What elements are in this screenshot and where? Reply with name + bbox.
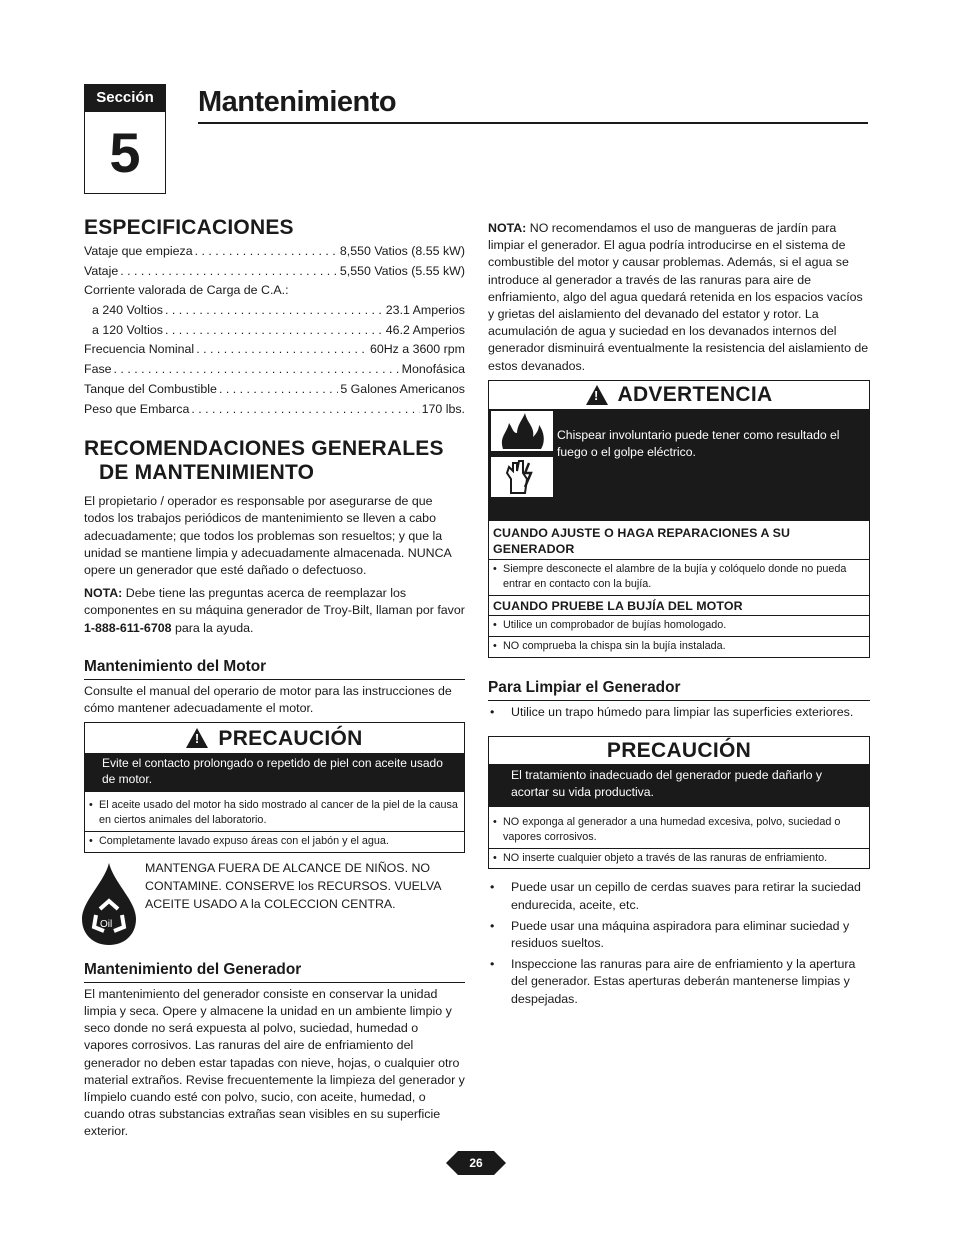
recommendations-heading bbox=[84, 437, 465, 485]
spec-value: 23.1 Amperios bbox=[385, 303, 465, 318]
warning-list bbox=[489, 615, 869, 657]
list-item: • Siempre desconecte el alambre de la bujía y colóquelo donde no pueda entrar en contacto con la bujía. bbox=[489, 559, 869, 595]
recommendations-note bbox=[84, 585, 465, 637]
spec-label: Vataje bbox=[84, 263, 119, 278]
warning-subheading: CUANDO AJUSTE O HAGA REPARACIONES A SU GENERADOR bbox=[493, 525, 791, 557]
spec-label: Corriente valorada de Carga de C.A.: bbox=[84, 283, 289, 298]
spec-value: 5 Galones Americanos bbox=[340, 381, 465, 396]
caution-title: PRECAUCIÓN bbox=[606, 738, 752, 762]
spec-label: Fase bbox=[84, 362, 112, 377]
note-text: Debe tiene las preguntas acerca de reemplazar los componentes en su máquina generador de Troy-Bilt, llaman por favor bbox=[84, 586, 465, 618]
note-label: NOTA: bbox=[84, 586, 123, 601]
spec-label: Peso que Embarca bbox=[84, 401, 190, 416]
left-column bbox=[84, 216, 465, 1141]
spec-row bbox=[84, 262, 465, 282]
engine-paragraph: Consulte el manual del operario de motor para las instrucciones de cómo mantener adecuadamente el motor. bbox=[84, 683, 452, 716]
warning-dark-text: Chispear involuntario puede tener como resultado el fuego o el golpe eléctrico. bbox=[557, 427, 840, 460]
spec-value: 46.2 Amperios bbox=[385, 322, 465, 337]
warning-header bbox=[489, 381, 869, 409]
spec-value: 170 lbs. bbox=[421, 401, 465, 416]
spec-value: 60Hz a 3600 rpm bbox=[369, 342, 465, 357]
recommendations-heading-line2: DE MANTENIMIENTO bbox=[99, 461, 315, 485]
spec-row bbox=[84, 380, 465, 400]
caution-list bbox=[489, 807, 869, 868]
page-number-badge bbox=[446, 1151, 506, 1175]
list-item: • Puede usar una máquina aspiradora para eliminar suciedad y residuos sueltos. bbox=[488, 918, 870, 952]
caution-box-generator bbox=[488, 736, 870, 869]
list-item: • NO inserte cualquier objeto a través de las ranuras de enfriamiento. bbox=[489, 848, 869, 869]
specs-table bbox=[84, 242, 465, 419]
spec-value: 5,550 Vatios (5.55 kW) bbox=[339, 263, 465, 278]
recommendations-heading-line1: RECOMENDACIONES GENERALES bbox=[84, 437, 444, 461]
warning-dark-panel bbox=[489, 409, 869, 521]
list-item: • Utilice un trapo húmedo para limpiar las superficies exteriores. bbox=[488, 704, 870, 721]
specs-heading: ESPECIFICACIONES bbox=[84, 216, 294, 239]
list-item: • NO exponga al generador a una humedad excesiva, polvo, suciedad o vapores corrosivos. bbox=[489, 813, 869, 848]
caution-header bbox=[85, 723, 464, 753]
generator-heading: Mantenimiento del Generador bbox=[84, 960, 465, 983]
caution-dark-text: El tratamiento inadecuado del generador puede dañarlo y acortar su vida productiva. bbox=[489, 764, 869, 807]
spec-row bbox=[84, 321, 465, 341]
warning-triangle-icon bbox=[586, 385, 608, 405]
caution-title: PRECAUCIÓN bbox=[218, 726, 363, 750]
spec-label: Tanque del Combustible bbox=[84, 381, 217, 396]
cleaning-heading: Para Limpiar el Generador bbox=[488, 678, 870, 701]
warning-icons bbox=[489, 409, 553, 521]
note-label: NOTA: bbox=[488, 221, 527, 235]
note-text: NO recomendamos el uso de mangueras de jardín para limpiar el generador. El agua podría introducirse en el sistema de combustible del motor y causar problemas. Además, si el agua se introduce al generador a través de las ranuras para aire de enfriamiento, algo del agua quedará retenida en los espacios vacíos y grietas del aislamiento del devanado del estator y rotor. La acumulación de agua y suciedad en los devanados internos del generador disminuirá eventualmente la resistencia del aislamiento de estos devanados. bbox=[488, 221, 869, 373]
oil-recycle-drop-icon bbox=[78, 861, 140, 947]
electric-shock-icon bbox=[491, 457, 553, 497]
right-column bbox=[488, 220, 870, 1008]
warning-triangle-icon bbox=[186, 728, 208, 748]
spec-row bbox=[84, 400, 465, 420]
recycle-text: MANTENGA FUERA DE ALCANCE DE NIÑOS. NO CONTAMINE. CONSERVE los RECURSOS. VUELVA ACEITE USADO A la COLECCION CENTRA. bbox=[145, 860, 441, 911]
fire-icon bbox=[491, 411, 553, 451]
spec-value: Monofásica bbox=[401, 362, 465, 377]
spec-value: 8,550 Vatios (8.55 kW) bbox=[339, 244, 465, 258]
generator-paragraph: El mantenimiento del generador consiste en conservar la unidad limpia y seca. Opere y almacene la unidad en un ambiente limpio y seco donde no será expuesta al polvo, suciedad, humedad o vapores corrosivos. Las ranuras del aire de enfriamiento del generador no deben estar tapadas con nieve, hojas, o cualquier otro material extraños. Revise frecuentemente la limpieza del generador y límpielo cuando esté con polvo, sucio, con aceite, humedad, o cuando otras substancias extrañas sean visibles en su superficie exterior. bbox=[84, 986, 465, 1139]
caution-box-engine bbox=[84, 722, 465, 853]
spec-row bbox=[84, 340, 465, 360]
spec-label: a 240 Voltios bbox=[92, 303, 163, 318]
warning-box bbox=[488, 380, 870, 658]
recommendations-paragraph: El propietario / operador es responsable por asegurarse de que todos los trabajos periódicos de mantenimiento se lleven a cabo adecuadamente; que todos los problemas son resueltos; y que la unidad se mantiene limpia y adecuadamente almacenada. NUNCA opere un generador que esté dañado o defectuoso. bbox=[84, 494, 452, 577]
list-item: • Completamente lavado expuso áreas con el jabón y el agua. bbox=[85, 831, 464, 852]
caution-dark-text: Evite el contacto prolongado o repetido de piel con aceite usado de motor. bbox=[85, 753, 464, 792]
phone-number: 1-888-611-6708 bbox=[84, 620, 172, 635]
spec-label: Vataje que empieza bbox=[84, 244, 193, 258]
cleaning-more-list bbox=[488, 879, 870, 1007]
warning-list bbox=[489, 559, 869, 595]
page-title: Mantenimiento bbox=[198, 86, 397, 118]
spec-label: a 120 Voltios bbox=[92, 322, 163, 337]
list-item: • El aceite usado del motor ha sido mostrado al cancer de la piel de la causa en ciertos animales del laboratorio. bbox=[85, 796, 464, 831]
list-item: • Utilice un comprobador de bujías homologado. bbox=[489, 615, 869, 636]
note-end: para la ayuda. bbox=[171, 620, 254, 635]
list-item: • Inspeccione las ranuras para aire de enfriamiento y la apertura del generador. Estas aperturas deberán mantenerse limpias y despejadas. bbox=[488, 956, 870, 1008]
page-number: 26 bbox=[469, 1156, 483, 1170]
title-rule bbox=[198, 122, 868, 124]
right-note bbox=[488, 220, 870, 375]
spec-row bbox=[84, 360, 465, 380]
caution-list bbox=[85, 792, 464, 851]
section-number: 5 bbox=[84, 111, 166, 194]
recycle-block bbox=[84, 857, 465, 947]
spec-label: Frecuencia Nominal bbox=[84, 342, 195, 357]
section-label: Sección bbox=[84, 84, 166, 111]
warning-subheading: CUANDO PRUEBE LA BUJÍA DEL MOTOR bbox=[489, 595, 869, 615]
spec-row bbox=[84, 301, 465, 321]
cleaning-list bbox=[488, 704, 870, 721]
oil-icon-text: Oil bbox=[100, 918, 113, 930]
spec-row bbox=[84, 242, 465, 262]
engine-heading: Mantenimiento del Motor bbox=[84, 657, 465, 680]
list-item: • Puede usar un cepillo de cerdas suaves para retirar la suciedad endurecida, aceite, etc. bbox=[488, 879, 870, 913]
spec-row bbox=[84, 281, 465, 301]
warning-title: ADVERTENCIA bbox=[617, 383, 773, 407]
caution-header bbox=[489, 737, 869, 764]
list-item: • NO comprueba la chispa sin la bujía instalada. bbox=[489, 636, 869, 657]
